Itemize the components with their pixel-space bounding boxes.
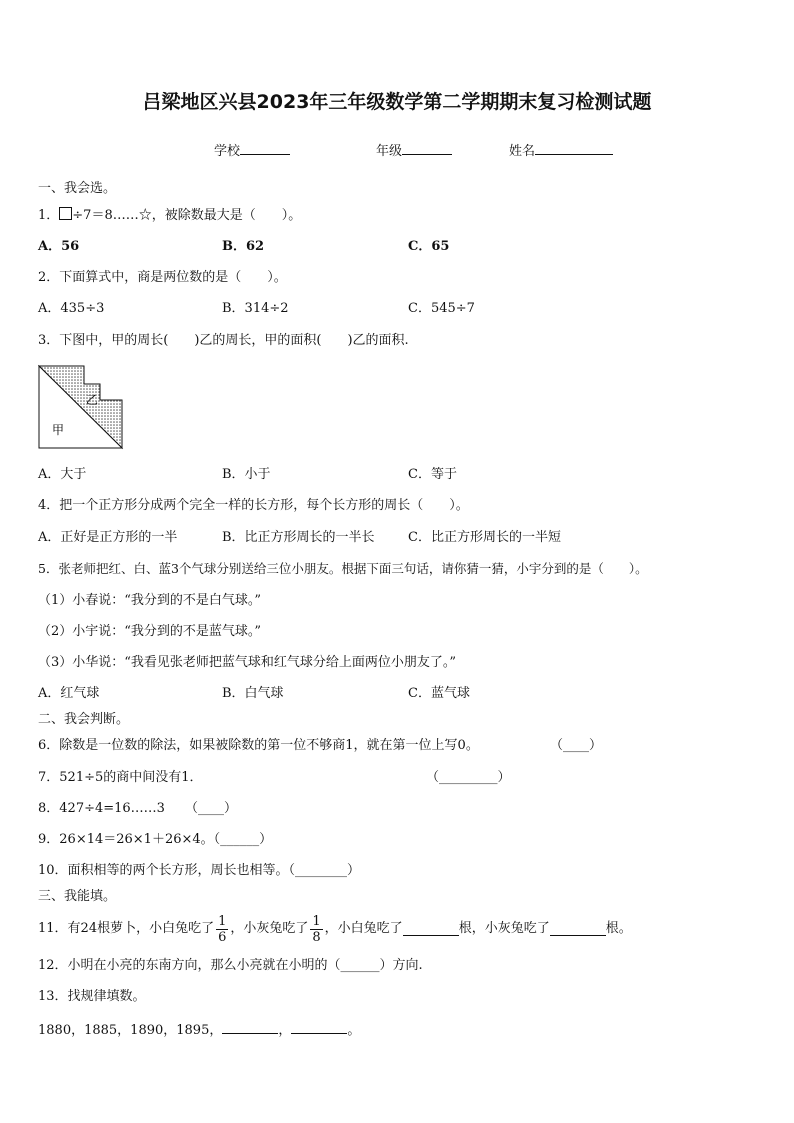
answer-blank[interactable] bbox=[222, 1021, 278, 1034]
school-field bbox=[214, 140, 290, 159]
answer-paren[interactable]: （____） bbox=[185, 801, 238, 816]
label-jia: 甲 bbox=[52, 423, 65, 437]
question-text: ÷7＝8……☆，被除数最大是（ ）。 bbox=[72, 208, 302, 223]
name-label: 姓名 bbox=[509, 144, 536, 159]
option-c[interactable]: C．545÷7 bbox=[408, 301, 475, 316]
option-a[interactable]: A．56 bbox=[38, 239, 80, 254]
question-7: 7．521÷5的商中间没有1． bbox=[38, 770, 203, 785]
answer-blank[interactable] bbox=[403, 923, 459, 936]
answer-blank[interactable] bbox=[291, 1021, 347, 1034]
option-c[interactable]: C．蓝气球 bbox=[408, 686, 470, 701]
option-c[interactable]: C．65 bbox=[408, 239, 450, 254]
question-10: 10．面积相等的两个长方形，周长也相等。（________） bbox=[38, 863, 361, 878]
denominator: 8 bbox=[312, 929, 321, 945]
option-c[interactable]: C．等于 bbox=[408, 467, 457, 482]
question-4: 4．把一个正方形分成两个完全一样的长方形，每个长方形的周长（ ）。 bbox=[38, 498, 469, 513]
question-8: 8．427÷4=16……3 bbox=[38, 801, 165, 816]
question-3: 3．下图中，甲的周长( )乙的周长，甲的面积( )乙的面积. bbox=[38, 333, 409, 348]
question-5: 5．张老师把红、白、蓝3个气球分别送给三位小朋友。根据下面三句话，请你猜一猜，小宇分到的是（ ）。 bbox=[38, 561, 648, 576]
separator: ， bbox=[278, 1023, 292, 1038]
answer-blank[interactable] bbox=[550, 923, 606, 936]
sequence-line bbox=[38, 1021, 360, 1039]
option-b[interactable]: B．314÷2 bbox=[222, 301, 289, 316]
question-1 bbox=[38, 207, 301, 224]
numerator: 1 bbox=[218, 913, 227, 929]
numerator: 1 bbox=[312, 913, 321, 929]
question-9: 9．26×14＝26×1＋26×4。（______） bbox=[38, 832, 273, 847]
option-a[interactable]: A．大于 bbox=[38, 467, 87, 482]
question-text: 根。 bbox=[605, 921, 632, 936]
question-text: ，小白兔吃了 bbox=[324, 921, 403, 936]
option-a[interactable]: A．435÷3 bbox=[38, 301, 105, 316]
name-blank[interactable] bbox=[535, 142, 613, 155]
fraction-one-sixth bbox=[216, 914, 228, 945]
question-11 bbox=[38, 910, 632, 948]
grade-label: 年级 bbox=[376, 144, 403, 159]
option-b[interactable]: B．白气球 bbox=[222, 686, 284, 701]
option-b[interactable]: B．比正方形周长的一半长 bbox=[222, 530, 375, 545]
empty-box-icon bbox=[59, 207, 72, 220]
sequence-numbers: 1880，1885，1890，1895， bbox=[38, 1023, 223, 1038]
clue-line: （3）小华说：“我看见张老师把蓝气球和红气球分给上面两位小朋友了。” bbox=[38, 655, 457, 670]
question-6: 6．除数是一位数的除法，如果被除数的第一位不够商1，就在第一位上写0。 bbox=[38, 738, 479, 753]
answer-paren[interactable]: （_________） bbox=[426, 770, 511, 785]
grade-blank[interactable] bbox=[402, 142, 452, 155]
question-text: 11．有24根萝卜，小白兔吃了 bbox=[38, 921, 215, 936]
school-label: 学校 bbox=[214, 144, 241, 159]
staircase-figure bbox=[38, 364, 126, 450]
option-c[interactable]: C．比正方形周长的一半短 bbox=[408, 530, 561, 545]
grade-field bbox=[376, 140, 452, 159]
page-title: 吕梁地区兴县2023年三年级数学第二学期期末复习检测试题 bbox=[142, 91, 652, 113]
question-13: 13．找规律填数。 bbox=[38, 989, 146, 1004]
school-blank[interactable] bbox=[240, 142, 290, 155]
question-text: 根，小灰兔吃了 bbox=[458, 921, 550, 936]
section-heading: 三、我能填。 bbox=[38, 889, 117, 904]
option-b[interactable]: B．62 bbox=[222, 239, 265, 254]
option-a[interactable]: A．红气球 bbox=[38, 686, 100, 701]
clue-line: （2）小宇说：“我分到的不是蓝气球。” bbox=[38, 624, 262, 639]
section-heading: 二、我会判断。 bbox=[38, 712, 130, 727]
denominator: 6 bbox=[218, 929, 227, 945]
question-text: ，小灰兔吃了 bbox=[230, 921, 309, 936]
answer-paren[interactable]: （____） bbox=[550, 738, 603, 753]
option-a[interactable]: A．正好是正方形的一半 bbox=[38, 530, 178, 545]
question-number: 1． bbox=[38, 208, 60, 223]
question-12: 12．小明在小亮的东南方向，那么小亮就在小明的（______）方向. bbox=[38, 958, 423, 973]
name-field bbox=[509, 140, 613, 159]
label-yi: 乙 bbox=[86, 393, 99, 407]
clue-line: （1）小春说：“我分到的不是白气球。” bbox=[38, 593, 262, 608]
question-2: 2．下面算式中，商是两位数的是（ ）。 bbox=[38, 270, 287, 285]
option-b[interactable]: B．小于 bbox=[222, 467, 271, 482]
fraction-one-eighth bbox=[310, 914, 322, 945]
section-heading: 一、我会选。 bbox=[38, 181, 117, 196]
end-mark: 。 bbox=[347, 1023, 361, 1038]
